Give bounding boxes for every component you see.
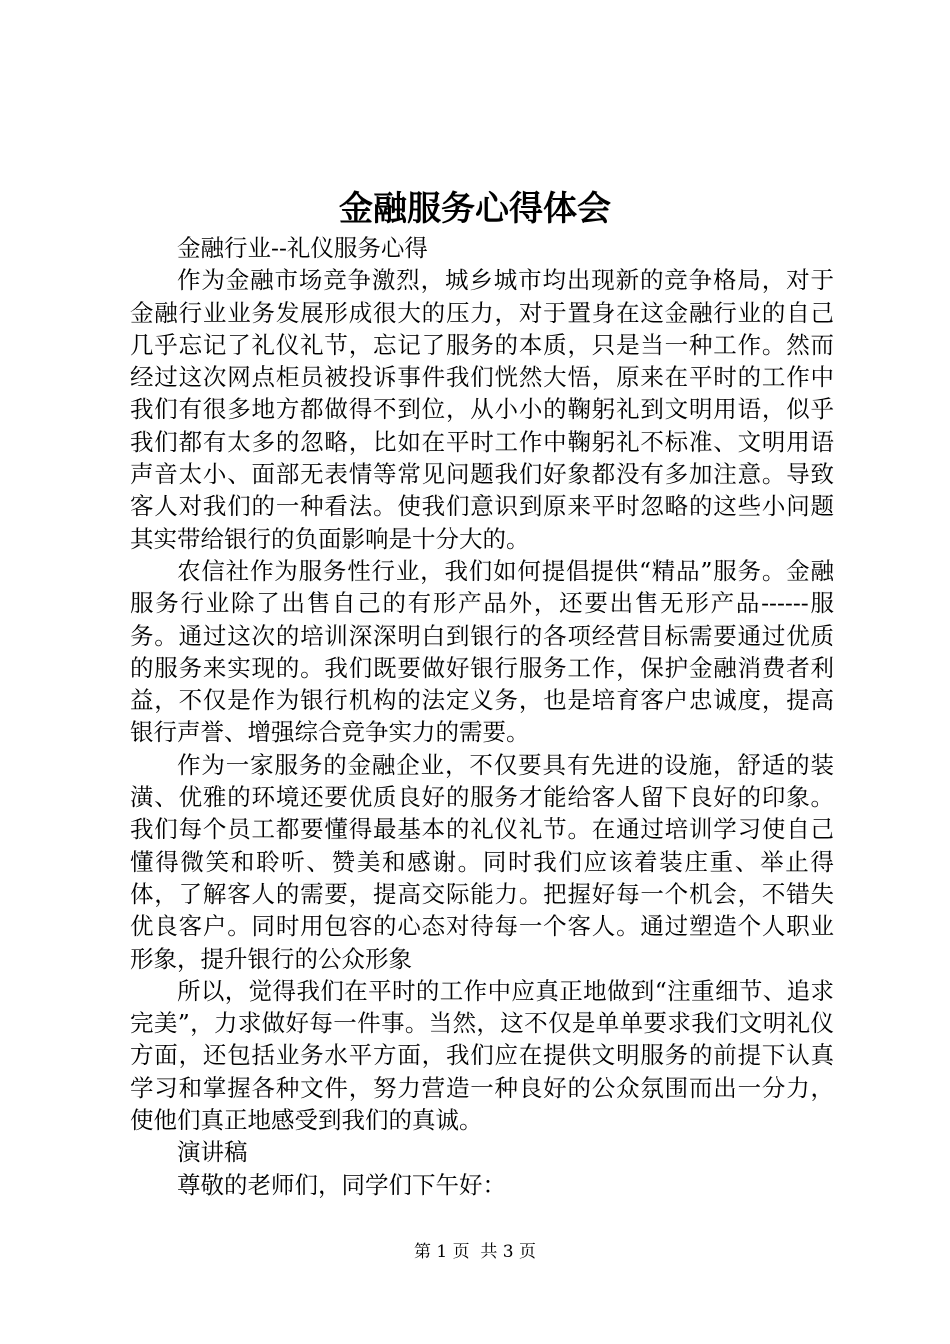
- body-paragraph: 作为金融市场竞争激烈，城乡城市均出现新的竞争格局，对于金融行业业务发展形成很大的压力，对于置身在这金融行业的自己几乎忘记了礼仪礼节，忘记了服务的本质，只是当一种工作。然而经过这次网点柜员被投诉事件我们恍然大悟，原来在平时的工作中我们有很多地方都做得不到位，从小小的鞠躬礼到文明用语，似乎我们都有太多的忽略，比如在平时工作中鞠躬礼不标准、文明用语声音太小、面部无表情等常见问题我们好象都没有多加注意。导致客人对我们的一种看法。使我们意识到原来平时忽略的这些小问题其实带给银行的负面影响是十分大的。: [130, 266, 834, 553]
- document-body: [130, 232, 834, 1201]
- body-paragraph: 作为一家服务的金融企业，不仅要具有先进的设施，舒适的装潢、优雅的环境还要优质良好的服务才能给客人留下良好的印象。我们每个员工都要懂得最基本的礼仪礼节。在通过培训学习使自己懂得微笑和聆听、赞美和感谢。同时我们应该着装庄重、举止得体，了解客人的需要，提高交际能力。把握好每一个机会，不错失优良客户。同时用包容的心态对待每一个客人。通过塑造个人职业形象，提升银行的公众形象: [130, 750, 834, 973]
- greeting-paragraph: 尊敬的老师们，同学们下午好：: [177, 1170, 506, 1199]
- page-footer: [0, 1240, 950, 1264]
- page-number-label: 第 1 页 共 3 页: [413, 1242, 537, 1262]
- body-paragraph: 农信社作为服务性行业，我们如何提倡提供“精品”服务。金融服务行业除了出售自己的有形产品外，还要出售无形产品------服务。通过这次的培训深深明白到银行的各项经营目标需要通过优质的服务来实现的。我们既要做好银行服务工作，保护金融消费者利益，不仅是作为银行机构的法定义务，也是培育客户忠诚度，提高银行声誉、增强综合竞争实力的需要。: [130, 556, 834, 747]
- subtitle-paragraph: 金融行业--礼仪服务心得: [177, 234, 428, 262]
- section-heading: 演讲稿: [177, 1138, 248, 1167]
- body-paragraph: 所以，觉得我们在平时的工作中应真正地做到“注重细节、追求完美”，力求做好每一件事。当然，这不仅是单单要求我们文明礼仪方面，还包括业务水平方面，我们应在提供文明服务的前提下认真学习和掌握各种文件，努力营造一种良好的公众氛围而出一分力，使他们真正地感受到我们的真诚。: [130, 976, 834, 1135]
- document-title: 金融服务心得体会: [339, 189, 611, 229]
